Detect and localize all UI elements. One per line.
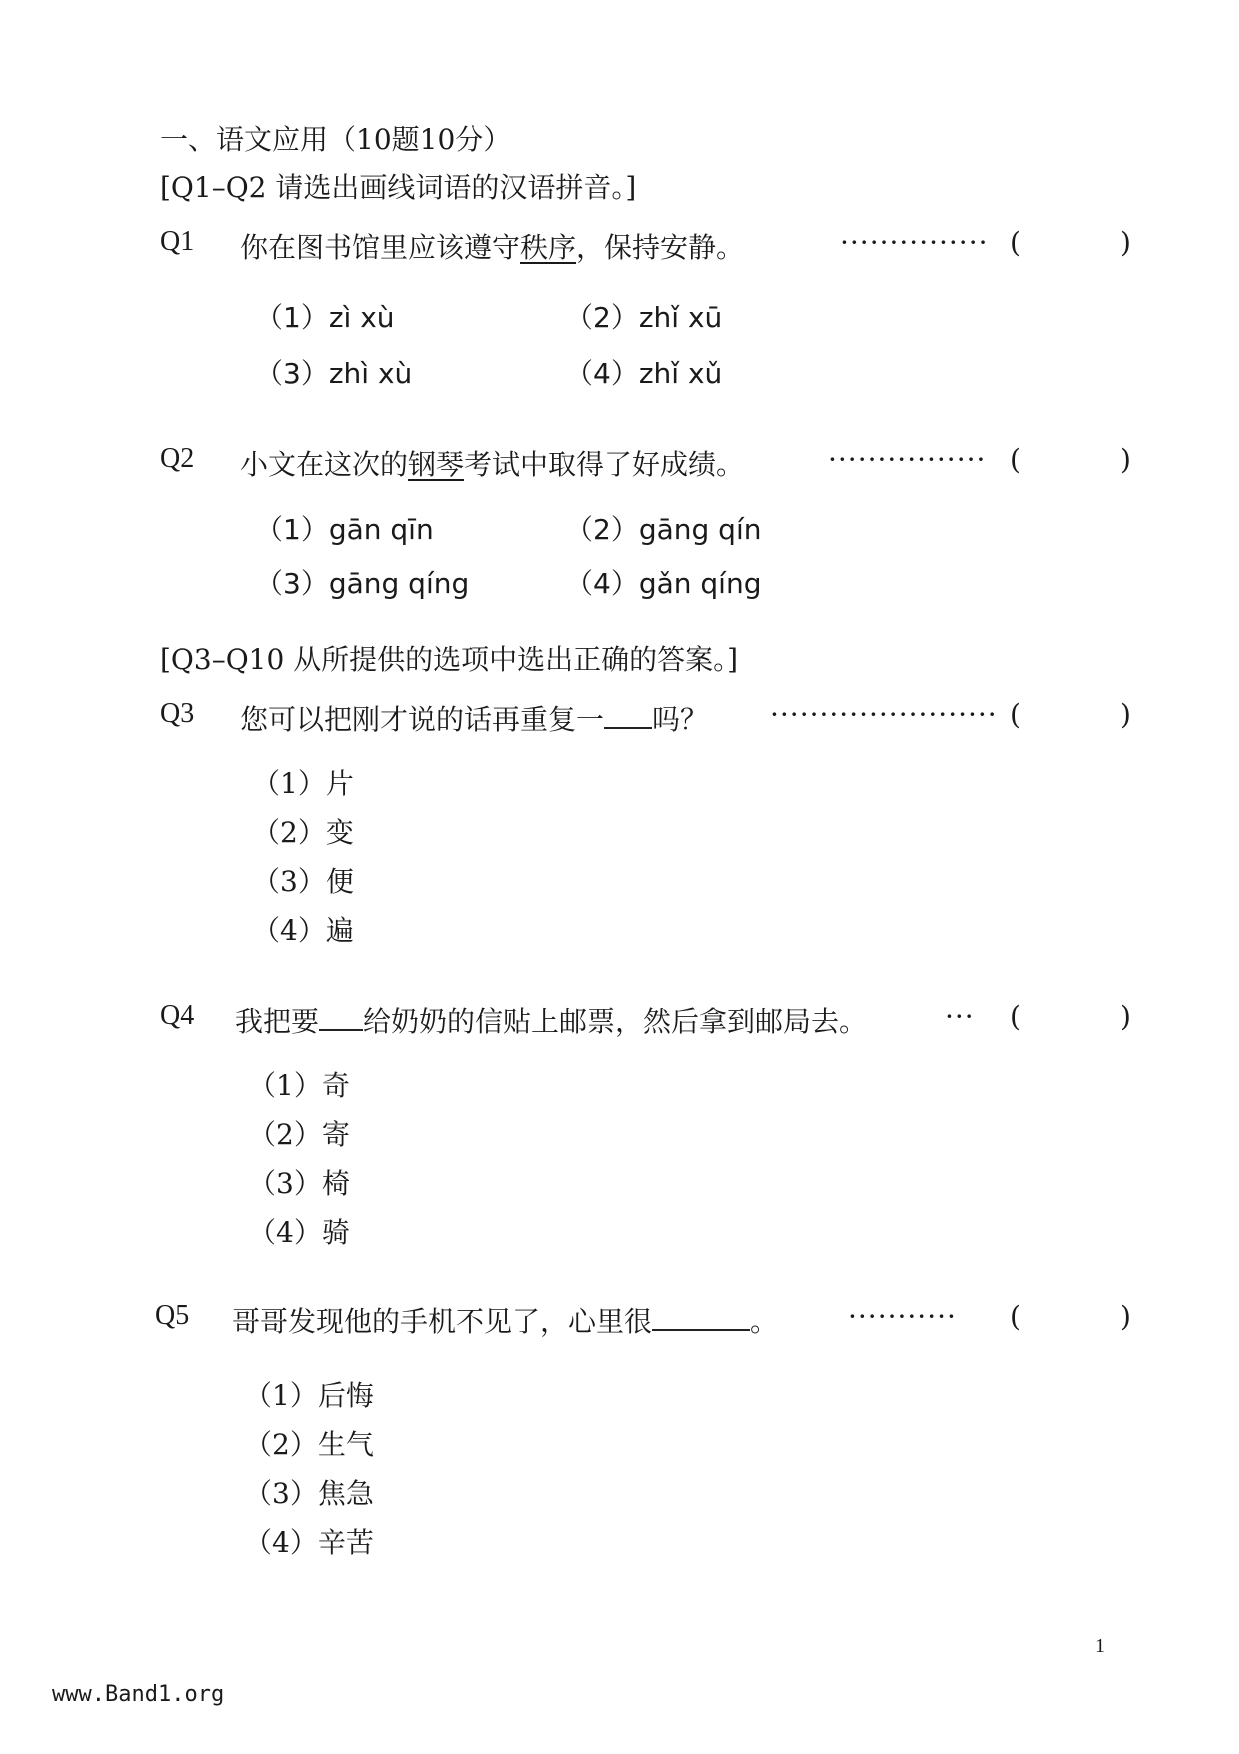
leader-dots: ················: [828, 443, 987, 476]
option-4: （4）辛苦: [244, 1526, 374, 1559]
option-1: （1）gān qīn: [255, 513, 434, 546]
option-3: （3）便: [252, 865, 354, 898]
answer-paren-right: ): [1120, 1000, 1131, 1033]
leader-dots: ·······················: [770, 698, 998, 731]
answer-paren-left: (: [1010, 226, 1021, 259]
underlined-word: 秩序: [520, 231, 577, 264]
answer-paren-right: ): [1120, 1300, 1131, 1333]
leader-dots: ···········: [848, 1300, 957, 1333]
answer-paren-right: ): [1120, 443, 1131, 476]
option-1: （1）奇: [248, 1069, 350, 1102]
option-1: （1）后悔: [244, 1379, 374, 1412]
option-4: （4）gǎn qíng: [565, 567, 762, 600]
option-4: （4）zhǐ xǔ: [565, 357, 723, 390]
answer-paren-left: (: [1010, 1300, 1021, 1333]
option-2: （2）gāng qín: [565, 513, 762, 546]
fill-blank: [604, 701, 652, 729]
leader-dots: ···: [945, 1000, 975, 1033]
option-1: （1）zì xù: [255, 301, 395, 334]
footer-url: www.Band1.org: [52, 1682, 225, 1707]
fill-blank: [319, 1003, 363, 1031]
answer-paren-left: (: [1010, 698, 1021, 731]
option-1: （1）片: [252, 767, 354, 800]
option-2: （2）寄: [248, 1118, 350, 1151]
option-3: （3）椅: [248, 1167, 350, 1200]
question-number: Q1: [160, 226, 195, 257]
leader-dots: ···············: [840, 226, 989, 259]
question-q3: [160, 698, 1135, 738]
question-text: 您可以把刚才说的话再重复一 吗？: [240, 703, 709, 736]
fill-blank: [652, 1303, 750, 1331]
underlined-word: 钢琴: [408, 448, 465, 481]
question-number: Q4: [160, 1000, 195, 1031]
option-3: （3）焦急: [244, 1477, 374, 1510]
question-number: Q2: [160, 443, 195, 474]
section-title: 一、语文应用（10题10分）: [160, 123, 512, 156]
instruction-q1-q2: [Q1–Q2 请选出画线词语的汉语拼音。]: [160, 171, 637, 204]
option-4: （4）遍: [252, 914, 354, 947]
question-number: Q5: [155, 1300, 190, 1331]
option-3: （3）gāng qíng: [255, 567, 470, 600]
page-number: 1: [1095, 1635, 1105, 1657]
answer-paren-left: (: [1010, 443, 1021, 476]
question-text: 你在图书馆里应该遵守秩序，保持安静。: [240, 231, 745, 264]
option-2: （2）变: [252, 816, 354, 849]
answer-paren-left: (: [1010, 1000, 1021, 1033]
question-text: 我把要 给奶奶的信贴上邮票，然后拿到邮局去。: [235, 1005, 868, 1038]
option-3: （3）zhì xù: [255, 357, 413, 390]
question-q1: [160, 226, 1135, 266]
question-text: 哥哥发现他的手机不见了，心里很 。: [232, 1305, 779, 1338]
option-4: （4）骑: [248, 1216, 350, 1249]
answer-paren-right: ): [1120, 698, 1131, 731]
question-q5: [155, 1300, 1135, 1340]
answer-paren-right: ): [1120, 226, 1131, 259]
instruction-q3-q10: [Q3–Q10 从所提供的选项中选出正确的答案。]: [160, 643, 739, 676]
question-q4: [160, 1000, 1135, 1040]
option-2: （2）生气: [244, 1428, 374, 1461]
question-text: 小文在这次的钢琴考试中取得了好成绩。: [240, 448, 745, 481]
question-number: Q3: [160, 698, 195, 729]
option-2: （2）zhǐ xū: [565, 301, 723, 334]
question-q2: [160, 443, 1135, 483]
